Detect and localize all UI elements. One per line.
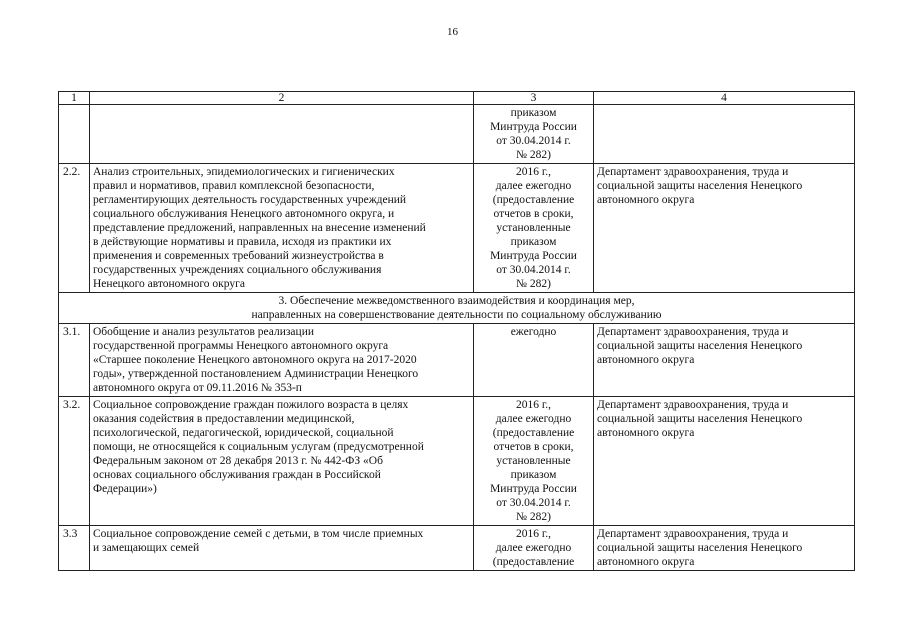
header-cell: 4 bbox=[594, 92, 855, 105]
term-cell-line: Минтруда России bbox=[490, 250, 577, 262]
term-cell-line: № 282) bbox=[516, 278, 551, 290]
executor-cell bbox=[594, 105, 855, 164]
item-number: 3.1. bbox=[59, 324, 90, 397]
term-cell-line: отчетов в сроки, bbox=[493, 441, 574, 453]
term-cell-line: (предоставление bbox=[492, 556, 575, 568]
term-cell-line: (предоставление bbox=[492, 194, 575, 206]
table-row bbox=[59, 324, 855, 397]
measure-cell-line: Социальное сопровождение граждан пожилого возраста в целях bbox=[93, 399, 409, 411]
executor-cell-line: Департамент здравоохранения, труда и bbox=[597, 326, 789, 338]
term-cell-line: № 282) bbox=[516, 149, 551, 161]
term-cell-line: приказом bbox=[510, 236, 557, 248]
measure-cell-line: государственной программы Ненецкого автономного округа bbox=[93, 340, 389, 352]
executor-cell bbox=[594, 397, 855, 526]
term-cell-line: установленные bbox=[496, 222, 571, 234]
measure-cell bbox=[90, 397, 474, 526]
header-row bbox=[59, 92, 855, 105]
term-cell bbox=[474, 164, 594, 293]
term-cell-line: отчетов в сроки, bbox=[493, 208, 574, 220]
term-cell-line: № 282) bbox=[516, 511, 551, 523]
table-row bbox=[59, 526, 855, 571]
term-cell-line: Минтруда России bbox=[490, 121, 577, 133]
measure-cell-line: и замещающих семей bbox=[93, 542, 200, 554]
term-cell bbox=[474, 397, 594, 526]
header-cell: 2 bbox=[90, 92, 474, 105]
term-cell-line: далее ежегодно bbox=[495, 413, 572, 425]
executor-cell bbox=[594, 526, 855, 571]
term-cell-line: ежегодно bbox=[510, 326, 557, 338]
measures-table bbox=[58, 91, 855, 571]
term-cell-line: 2016 г., bbox=[515, 399, 552, 411]
measure-cell-line: Ненецкого автономного округа bbox=[93, 278, 245, 290]
measure-cell-line: автономного округа от 09.11.2016 № 353-п bbox=[93, 382, 302, 394]
measure-cell-line: правил и нормативов, правил комплексной безопасности, bbox=[93, 180, 375, 192]
term-cell-line: от 30.04.2014 г. bbox=[496, 497, 571, 509]
table-row bbox=[59, 105, 855, 164]
term-cell-line: далее ежегодно bbox=[495, 180, 572, 192]
executor-cell-line: социальной защиты населения Ненецкого bbox=[597, 413, 803, 425]
term-cell-line: (предоставление bbox=[492, 427, 575, 439]
section-title-line: направленных на совершенствование деятельности по социальному обслуживанию bbox=[251, 309, 662, 321]
measure-cell-line: Федерации») bbox=[93, 483, 157, 495]
term-cell-line: установленные bbox=[496, 455, 571, 467]
executor-cell-line: автономного округа bbox=[597, 556, 695, 568]
section-header-row bbox=[59, 293, 855, 324]
measure-cell-line: Федеральным законом от 28 декабря 2013 г. № 442-ФЗ «Об bbox=[93, 455, 383, 467]
term-cell-line: Минтруда России bbox=[490, 483, 577, 495]
measure-cell-line: представление предложений, направленных на внесение изменений bbox=[93, 222, 426, 234]
measure-cell-line: в действующие нормативы и правила, исходя из практики их bbox=[93, 236, 392, 248]
term-cell bbox=[474, 324, 594, 397]
executor-cell-line: автономного округа bbox=[597, 427, 695, 439]
term-cell-line: 2016 г., bbox=[515, 528, 552, 540]
term-cell-line: приказом bbox=[510, 107, 557, 119]
measure-cell bbox=[90, 324, 474, 397]
executor-cell-line: Департамент здравоохранения, труда и bbox=[597, 399, 789, 411]
term-cell-line: приказом bbox=[510, 469, 557, 481]
measure-cell bbox=[90, 164, 474, 293]
item-number: 3.3 bbox=[59, 526, 90, 571]
executor-cell-line: социальной защиты населения Ненецкого bbox=[597, 180, 803, 192]
header-cell: 1 bbox=[59, 92, 90, 105]
table-row bbox=[59, 164, 855, 293]
measure-cell-line: основах социального обслуживания граждан в Российской bbox=[93, 469, 381, 481]
measure-cell-line: применения и современных требований жизнеустройства в bbox=[93, 250, 384, 262]
executor-cell bbox=[594, 164, 855, 293]
item-number bbox=[59, 105, 90, 164]
term-cell-line: 2016 г., bbox=[515, 166, 552, 178]
header-cell: 3 bbox=[474, 92, 594, 105]
executor-cell-line: автономного округа bbox=[597, 194, 695, 206]
term-cell-line: далее ежегодно bbox=[495, 542, 572, 554]
measure-cell-line: Анализ строительных, эпидемиологических и гигиенических bbox=[93, 166, 395, 178]
table-row bbox=[59, 397, 855, 526]
executor-cell-line: автономного округа bbox=[597, 354, 695, 366]
measure-cell bbox=[90, 526, 474, 571]
measure-cell-line: годы», утвержденной постановлением Администрации Ненецкого bbox=[93, 368, 419, 380]
item-number: 2.2. bbox=[59, 164, 90, 293]
executor-cell-line: Департамент здравоохранения, труда и bbox=[597, 528, 789, 540]
term-cell-line: от 30.04.2014 г. bbox=[496, 264, 571, 276]
executor-cell-line: Департамент здравоохранения, труда и bbox=[597, 166, 789, 178]
executor-cell-line: социальной защиты населения Ненецкого bbox=[597, 340, 803, 352]
item-number: 3.2. bbox=[59, 397, 90, 526]
measure-cell-line: Обобщение и анализ результатов реализации bbox=[93, 326, 314, 338]
section-title bbox=[59, 293, 855, 324]
term-cell bbox=[474, 526, 594, 571]
executor-cell-line: социальной защиты населения Ненецкого bbox=[597, 542, 803, 554]
executor-cell bbox=[594, 324, 855, 397]
measure-cell-line: государственных учреждениях социального обслуживания bbox=[93, 264, 382, 276]
measure-cell-line: психологической, педагогической, юридической, социальной bbox=[93, 427, 394, 439]
measure-cell-line: социального обслуживания Ненецкого автономного округа, и bbox=[93, 208, 395, 220]
measure-cell-line: Социальное сопровождение семей с детьми, в том числе приемных bbox=[93, 528, 424, 540]
measure-cell bbox=[90, 105, 474, 164]
section-title-line: 3. Обеспечение межведомственного взаимодействия и координация мер, bbox=[278, 295, 635, 307]
term-cell-line: от 30.04.2014 г. bbox=[496, 135, 571, 147]
measure-cell-line: регламентирующих деятельность государственных учреждений bbox=[93, 194, 407, 206]
term-cell bbox=[474, 105, 594, 164]
measure-cell-line: помощи, не относящейся к социальным услугам (предусмотренной bbox=[93, 441, 424, 453]
measure-cell-line: «Старшее поколение Ненецкого автономного округа на 2017-2020 bbox=[93, 354, 417, 366]
measure-cell-line: оказания содействия в предоставлении медицинской, bbox=[93, 413, 355, 425]
page-number: 16 bbox=[447, 26, 458, 38]
